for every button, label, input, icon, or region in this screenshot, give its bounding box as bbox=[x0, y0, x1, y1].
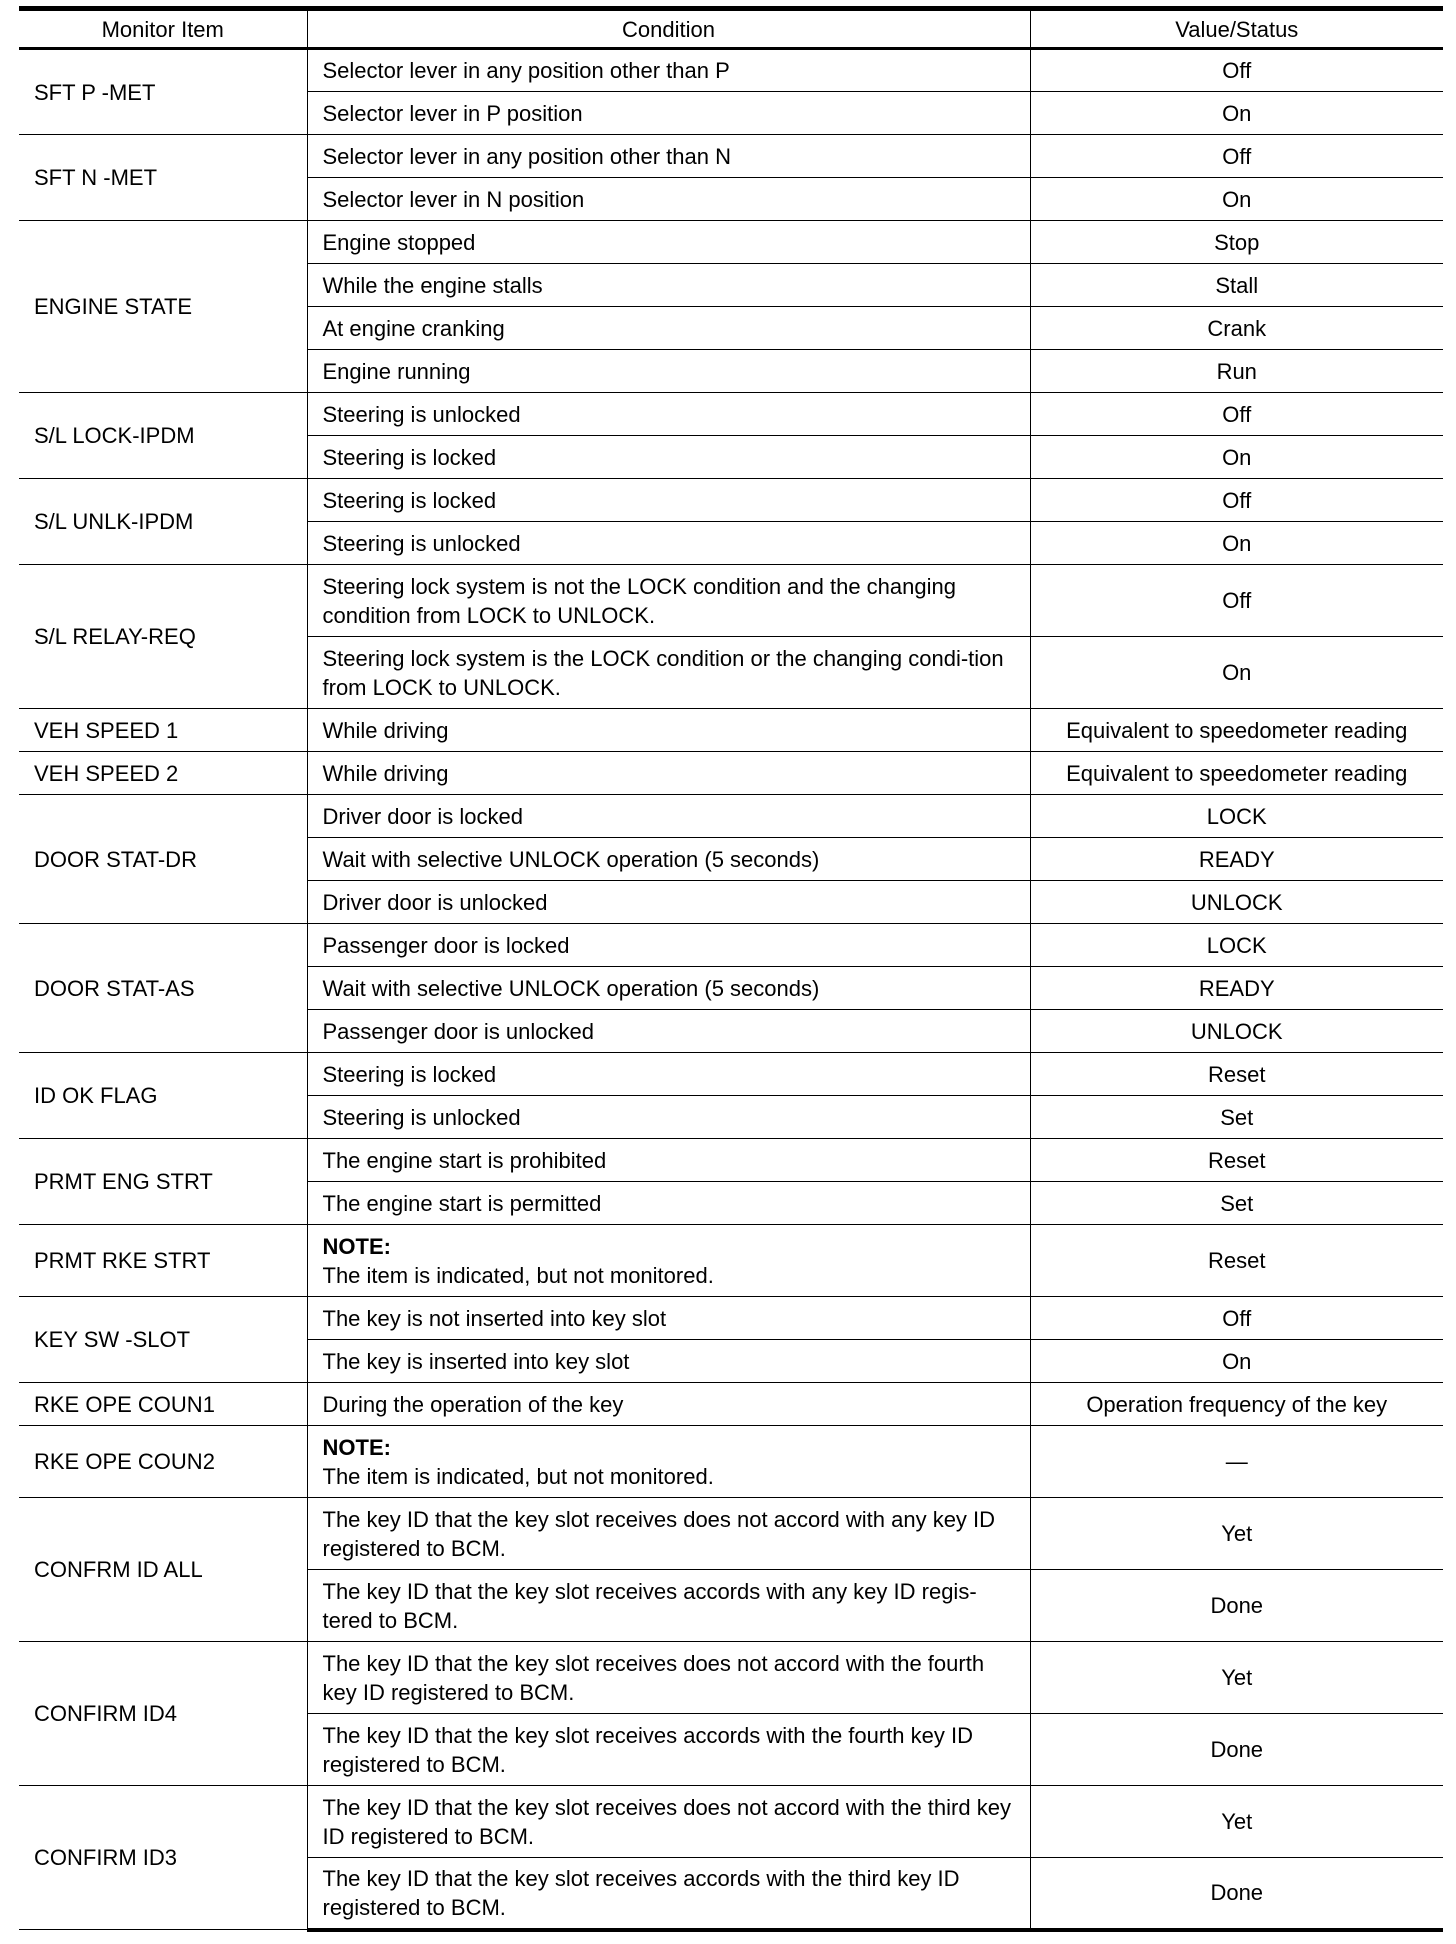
monitor-item-cell: PRMT RKE STRT bbox=[19, 1225, 307, 1297]
table-body bbox=[19, 49, 1443, 1930]
table-row bbox=[19, 1139, 1443, 1182]
value-status-cell: LOCK bbox=[1030, 795, 1443, 838]
value-status-cell: On bbox=[1030, 436, 1443, 479]
condition-cell: While the engine stalls bbox=[307, 264, 1030, 307]
table-row bbox=[19, 1297, 1443, 1340]
condition-cell: Steering is unlocked bbox=[307, 1096, 1030, 1139]
condition-cell: While driving bbox=[307, 752, 1030, 795]
table-row bbox=[19, 1786, 1443, 1858]
value-status-cell: Crank bbox=[1030, 307, 1443, 350]
value-status-cell: Run bbox=[1030, 350, 1443, 393]
monitor-item-cell: S/L LOCK-IPDM bbox=[19, 393, 307, 479]
header-condition: Condition bbox=[307, 9, 1030, 49]
condition-cell: Steering lock system is the LOCK condition or the changing condi-tion from LOCK to UNLOCK. bbox=[307, 637, 1030, 709]
table-row bbox=[19, 1426, 1443, 1498]
condition-cell bbox=[307, 1426, 1030, 1498]
table-row bbox=[19, 1498, 1443, 1570]
header-value-status: Value/Status bbox=[1030, 9, 1443, 49]
table-row bbox=[19, 565, 1443, 637]
condition-cell: The key ID that the key slot receives does not accord with the fourth key ID registered to BCM. bbox=[307, 1642, 1030, 1714]
value-status-cell: Off bbox=[1030, 1297, 1443, 1340]
condition-cell: The key is inserted into key slot bbox=[307, 1340, 1030, 1383]
monitor-item-cell: RKE OPE COUN1 bbox=[19, 1383, 307, 1426]
table-row bbox=[19, 1225, 1443, 1297]
condition-cell: Selector lever in any position other than N bbox=[307, 135, 1030, 178]
condition-cell: While driving bbox=[307, 709, 1030, 752]
value-status-cell: Yet bbox=[1030, 1642, 1443, 1714]
value-status-cell: Reset bbox=[1030, 1225, 1443, 1297]
table-header-row bbox=[19, 9, 1443, 49]
value-status-cell: Off bbox=[1030, 49, 1443, 92]
monitor-item-cell: DOOR STAT-AS bbox=[19, 924, 307, 1053]
condition-cell: Wait with selective UNLOCK operation (5 seconds) bbox=[307, 967, 1030, 1010]
condition-cell: The key ID that the key slot receives accords with any key ID regis-tered to BCM. bbox=[307, 1570, 1030, 1642]
note-label: NOTE: bbox=[322, 1233, 391, 1259]
value-status-cell: Operation frequency of the key bbox=[1030, 1383, 1443, 1426]
value-status-cell: Done bbox=[1030, 1714, 1443, 1786]
condition-cell: The engine start is prohibited bbox=[307, 1139, 1030, 1182]
monitor-item-cell: PRMT ENG STRT bbox=[19, 1139, 307, 1225]
value-status-cell: READY bbox=[1030, 838, 1443, 881]
monitor-item-cell: CONFIRM ID3 bbox=[19, 1786, 307, 1930]
value-status-cell: — bbox=[1030, 1426, 1443, 1498]
monitor-item-cell: KEY SW -SLOT bbox=[19, 1297, 307, 1383]
condition-cell: Passenger door is unlocked bbox=[307, 1010, 1030, 1053]
condition-cell: Selector lever in any position other than P bbox=[307, 49, 1030, 92]
value-status-cell: Off bbox=[1030, 479, 1443, 522]
condition-cell bbox=[307, 1225, 1030, 1297]
value-status-cell: UNLOCK bbox=[1030, 1010, 1443, 1053]
value-status-cell: Set bbox=[1030, 1182, 1443, 1225]
value-status-cell: Yet bbox=[1030, 1786, 1443, 1858]
value-status-cell: UNLOCK bbox=[1030, 881, 1443, 924]
condition-cell: Steering is unlocked bbox=[307, 522, 1030, 565]
value-status-cell: On bbox=[1030, 1340, 1443, 1383]
monitor-item-cell: CONFIRM ID4 bbox=[19, 1642, 307, 1786]
condition-cell: Passenger door is locked bbox=[307, 924, 1030, 967]
value-status-cell: On bbox=[1030, 92, 1443, 135]
value-status-cell: Stop bbox=[1030, 221, 1443, 264]
value-status-cell: Done bbox=[1030, 1570, 1443, 1642]
condition-cell: Driver door is unlocked bbox=[307, 881, 1030, 924]
value-status-cell: On bbox=[1030, 637, 1443, 709]
condition-cell: Steering is unlocked bbox=[307, 393, 1030, 436]
monitor-item-cell: S/L UNLK-IPDM bbox=[19, 479, 307, 565]
value-status-cell: Yet bbox=[1030, 1498, 1443, 1570]
value-status-cell: Reset bbox=[1030, 1053, 1443, 1096]
condition-cell: Selector lever in N position bbox=[307, 178, 1030, 221]
table-row bbox=[19, 1383, 1443, 1426]
condition-cell: The key is not inserted into key slot bbox=[307, 1297, 1030, 1340]
value-status-cell: Stall bbox=[1030, 264, 1443, 307]
value-status-cell: Off bbox=[1030, 135, 1443, 178]
condition-cell: Steering lock system is not the LOCK condition and the changing condition from LOCK to UNLOCK. bbox=[307, 565, 1030, 637]
value-status-cell: Off bbox=[1030, 565, 1443, 637]
condition-cell: Wait with selective UNLOCK operation (5 seconds) bbox=[307, 838, 1030, 881]
table-row bbox=[19, 479, 1443, 522]
table-row bbox=[19, 393, 1443, 436]
condition-cell: The key ID that the key slot receives accords with the fourth key ID registered to BCM. bbox=[307, 1714, 1030, 1786]
monitor-item-cell: CONFRM ID ALL bbox=[19, 1498, 307, 1642]
table-row bbox=[19, 752, 1443, 795]
condition-cell: Driver door is locked bbox=[307, 795, 1030, 838]
value-status-cell: Equivalent to speedometer reading bbox=[1030, 752, 1443, 795]
header-monitor-item: Monitor Item bbox=[19, 9, 307, 49]
table-row bbox=[19, 795, 1443, 838]
table-row bbox=[19, 709, 1443, 752]
condition-cell: The key ID that the key slot receives does not accord with the third key ID registered to BCM. bbox=[307, 1786, 1030, 1858]
note-text: The item is indicated, but not monitored. bbox=[322, 1463, 714, 1489]
condition-cell: Selector lever in P position bbox=[307, 92, 1030, 135]
table-row bbox=[19, 924, 1443, 967]
note-label: NOTE: bbox=[322, 1434, 391, 1460]
condition-cell: During the operation of the key bbox=[307, 1383, 1030, 1426]
monitor-item-cell: RKE OPE COUN2 bbox=[19, 1426, 307, 1498]
value-status-cell: Off bbox=[1030, 393, 1443, 436]
table-row bbox=[19, 49, 1443, 92]
monitor-item-cell: SFT N -MET bbox=[19, 135, 307, 221]
table-row bbox=[19, 221, 1443, 264]
table-row bbox=[19, 1053, 1443, 1096]
table-row bbox=[19, 1642, 1443, 1714]
condition-cell: The engine start is permitted bbox=[307, 1182, 1030, 1225]
condition-cell: At engine cranking bbox=[307, 307, 1030, 350]
document-page bbox=[19, 6, 1443, 1932]
condition-cell: Steering is locked bbox=[307, 436, 1030, 479]
monitor-item-cell: ENGINE STATE bbox=[19, 221, 307, 393]
value-status-cell: READY bbox=[1030, 967, 1443, 1010]
condition-cell: The key ID that the key slot receives does not accord with any key ID registered to BCM. bbox=[307, 1498, 1030, 1570]
monitor-item-cell: DOOR STAT-DR bbox=[19, 795, 307, 924]
monitor-item-cell: S/L RELAY-REQ bbox=[19, 565, 307, 709]
monitor-item-cell: SFT P -MET bbox=[19, 49, 307, 135]
monitor-item-cell: VEH SPEED 1 bbox=[19, 709, 307, 752]
monitor-item-cell: VEH SPEED 2 bbox=[19, 752, 307, 795]
value-status-cell: Equivalent to speedometer reading bbox=[1030, 709, 1443, 752]
value-status-cell: On bbox=[1030, 522, 1443, 565]
condition-cell: Steering is locked bbox=[307, 479, 1030, 522]
note-text: The item is indicated, but not monitored. bbox=[322, 1262, 714, 1288]
value-status-cell: On bbox=[1030, 178, 1443, 221]
monitor-item-table bbox=[19, 6, 1443, 1932]
value-status-cell: Done bbox=[1030, 1858, 1443, 1930]
value-status-cell: Set bbox=[1030, 1096, 1443, 1139]
value-status-cell: LOCK bbox=[1030, 924, 1443, 967]
condition-cell: Steering is locked bbox=[307, 1053, 1030, 1096]
value-status-cell: Reset bbox=[1030, 1139, 1443, 1182]
condition-cell: Engine running bbox=[307, 350, 1030, 393]
monitor-item-cell: ID OK FLAG bbox=[19, 1053, 307, 1139]
condition-cell: The key ID that the key slot receives accords with the third key ID registered to BCM. bbox=[307, 1858, 1030, 1930]
condition-cell: Engine stopped bbox=[307, 221, 1030, 264]
table-row bbox=[19, 135, 1443, 178]
